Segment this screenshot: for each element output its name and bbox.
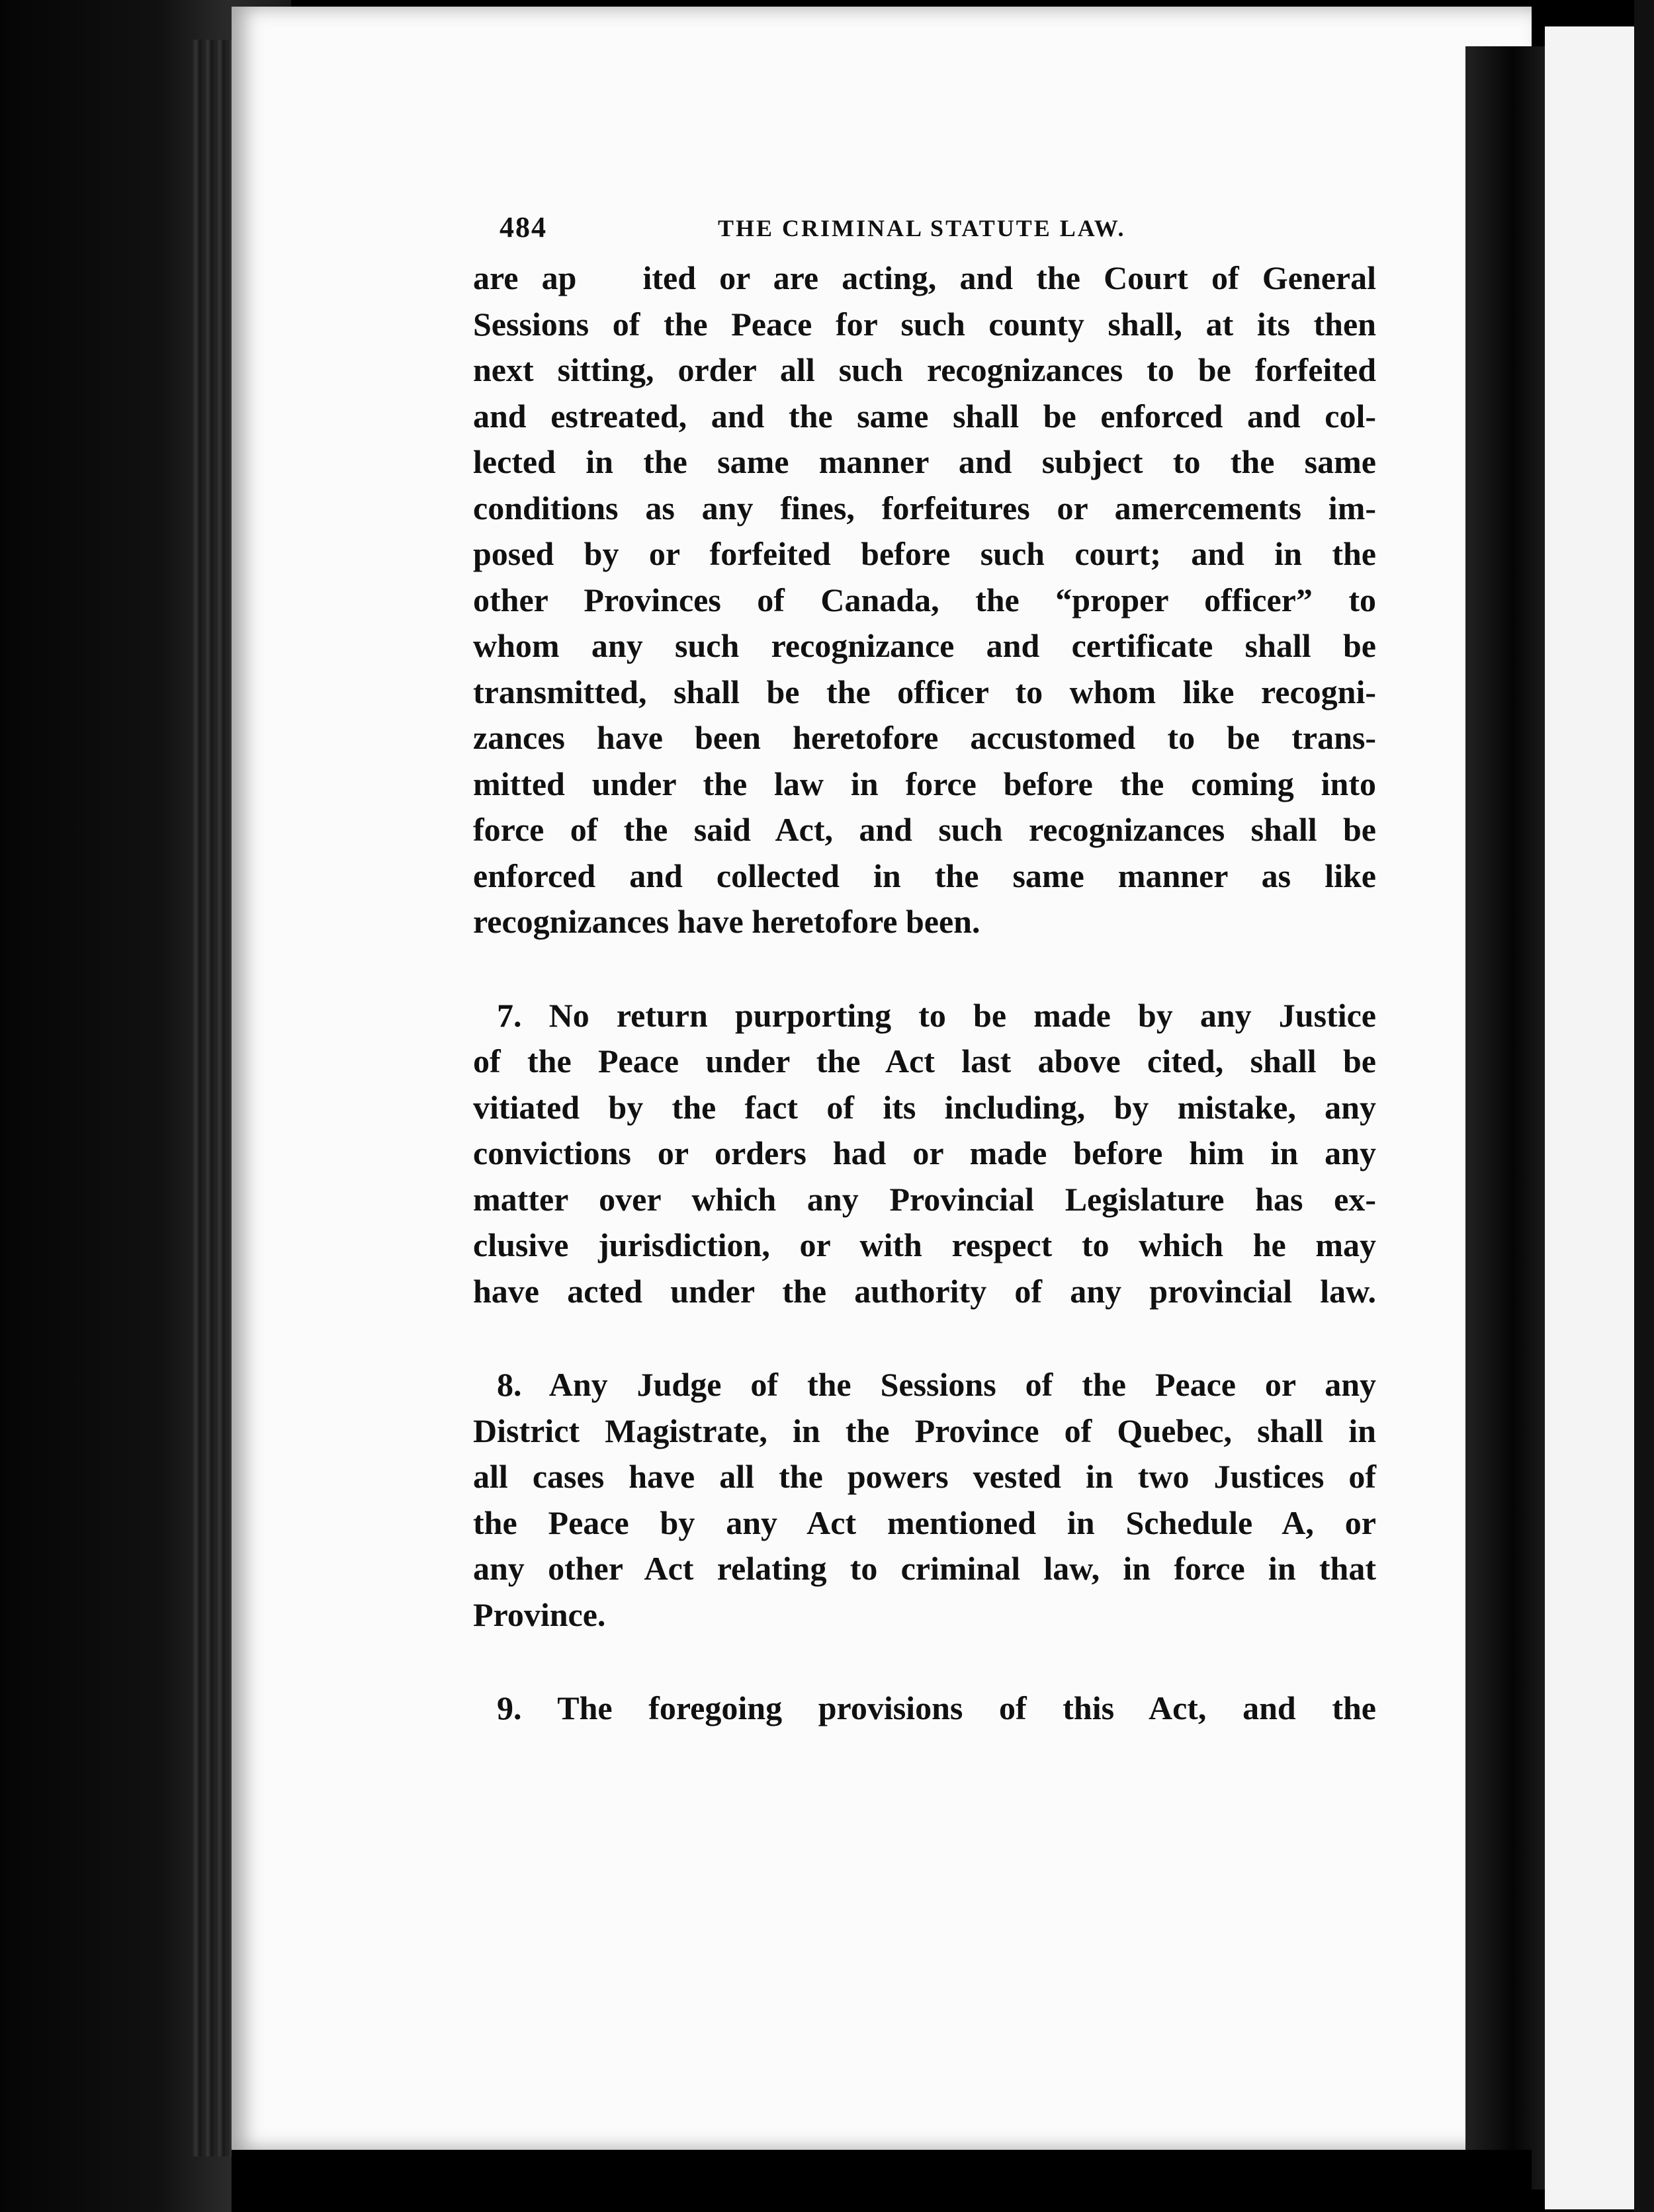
text-line: have acted under the authority of any provincial law. [473,1272,1376,1310]
page-text [473,210,1376,1732]
text-line: whom any such recognizance and certificate shall be [473,627,1376,664]
text-line: force of the said Act, and such recognizances shall be [473,811,1376,848]
text-line: convictions or orders had or made before him in any [473,1134,1376,1171]
text-line: mitted under the law in force before the coming into [473,765,1376,802]
text-line: and estreated, and the same shall be enforced and col- [473,397,1376,435]
text-line: clusive jurisdiction, or with respect to which he may [473,1226,1376,1263]
page-number: 484 [500,211,547,243]
running-head [473,210,1376,250]
text-line: all cases have all the powers vested in two Justices of [473,1458,1376,1495]
right-border [1634,0,1654,2212]
text-line: recognizances have heretofore been. [473,903,980,940]
text-line: lected in the same manner and subject to the same [473,443,1376,480]
section-7 [473,993,1376,1315]
text-line: 8. Any Judge of the Sessions of the Peace or any [497,1366,1376,1403]
text-line: transmitted, shall be the officer to whom like recogni- [473,673,1376,710]
text-line: zances have been heretofore accustomed to be trans- [473,719,1376,756]
running-head-title: THE CRIMINAL STATUTE LAW. [718,215,1126,241]
text-line: vitiated by the fact of its including, by mistake, any [473,1088,1376,1126]
text-line: Province. [473,1595,606,1633]
text-line: matter over which any Provincial Legislature has ex- [473,1180,1376,1218]
text-line: of the Peace under the Act last above cited, shall be [473,1042,1376,1080]
text-line: next sitting, order all such recognizances to be forfeited [473,351,1376,388]
text-line: 7. No return purporting to be made by any Justice [497,996,1376,1034]
bottom-shadow [232,2150,1532,2212]
right-gutter-shadow [1465,46,1545,2190]
text-line: the Peace by any Act mentioned in Schedule A, or [473,1504,1376,1541]
section-9 [473,1685,1376,1732]
text-line: posed by or forfeited before such court; and in the [473,535,1376,572]
text-line: Sessions of the Peace for such county shall, at its then [473,305,1376,343]
text-line: are ap ited or are acting, and the Court of General [473,259,1376,296]
paragraph-continuation [473,255,1376,945]
text-line: enforced and collected in the same manner as like [473,857,1376,894]
text-line: conditions as any fines, forfeitures or amercements im- [473,489,1376,527]
text-line: District Magistrate, in the Province of Quebec, shall in [473,1412,1376,1449]
text-line: any other Act relating to criminal law, in force in that [473,1550,1376,1587]
text-line: 9. The foregoing provisions of this Act, and the [497,1689,1376,1726]
text-line: other Provinces of Canada, the “proper officer” to [473,581,1376,618]
section-8 [473,1362,1376,1638]
